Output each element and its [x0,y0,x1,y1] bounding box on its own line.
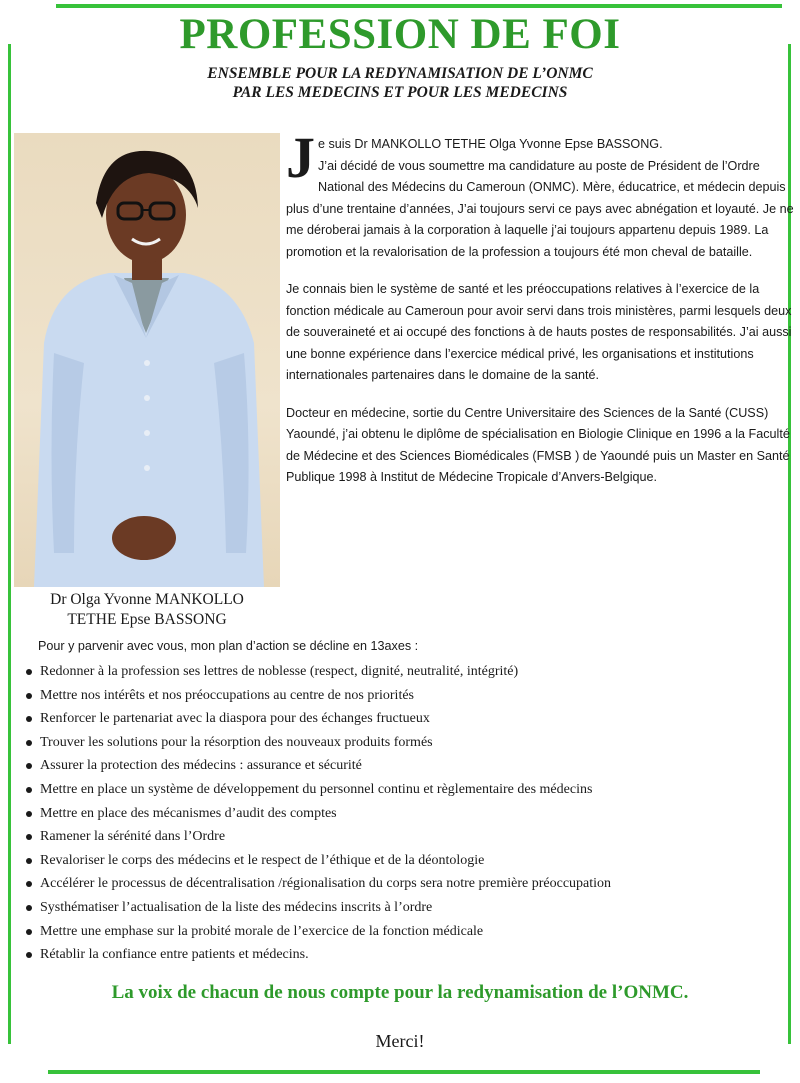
bullet-icon [26,905,32,911]
caption-name-line-2: TETHE Epse BASSONG [67,611,227,628]
bullet-icon [26,929,32,935]
drop-cap: J [286,125,315,190]
candidate-photo [14,133,280,587]
bio-paragraph-1 [286,125,794,263]
bio-paragraph-2: Je connais bien le système de santé et les préoccupations relatives à l’exercice de la fonction médicale au Cameroun pour avoir servi dans trois ministères, parmi lesquels deux de souveraineté et ai occupé des fonctions à de hauts postes de responsabilités. J’ai aussi une bonne expérience dans l’exercice médical privé, les organisations et institutions internationales partenaires dans le domaine de la santé. [286,282,792,382]
list-item [24,660,784,684]
bio-paragraph-3: Docteur en médecine, sortie du Centre Universitaire des Sciences de la Santé (CUSS) Yaoundé, j’ai obtenu le diplôme de spécialisation en Biologie Clinique en 1996 a la Faculté de Médecine et des Sciences Biomédicales (FMSB ) de Yaoundé puis un Master en Santé Publique 1998 à Institut de Médecine Tropicale d’Anvers-Belgique. [286,405,790,484]
axis-text: Mettre une emphase sur la probité morale de l’exercice de la fonction médicale [40,923,484,939]
list-item [24,920,784,944]
bullet-icon [26,693,32,699]
axis-text: Revaloriser le corps des médecins et le respect de l’éthique et de la déontologie [40,852,485,868]
list-item [24,802,784,826]
axis-text: Ramener la sérénité dans l’Ordre [40,829,226,845]
action-plan-intro: Pour y parvenir avec vous, mon plan d’action se décline en 13axes : [38,639,419,653]
list-item [24,896,784,920]
list-item [24,872,784,896]
left-border-line [8,44,11,1044]
photo-caption [14,590,280,630]
list-item [24,849,784,873]
caption-name-line-1: Dr Olga Yvonne MANKOLLO [50,591,244,608]
subtitle-line-2: PAR LES MEDECINS ET POUR LES MEDECINS [232,84,568,101]
bullet-icon [26,811,32,817]
bullet-icon [26,669,32,675]
bullet-icon [26,763,32,769]
page-subtitle [0,64,800,102]
axis-text: Assurer la protection des médecins : assurance et sécurité [40,758,362,774]
candidate-portrait-illustration [14,133,280,587]
bullet-icon [26,834,32,840]
bullet-icon [26,716,32,722]
axis-text: Redonner à la profession ses lettres de noblesse (respect, dignité, neutralité, intégrité) [40,664,519,679]
list-item [24,754,784,778]
closing-thanks: Merci! [375,1031,425,1051]
list-item [24,825,784,849]
bullet-icon [26,881,32,887]
axis-text: Mettre en place un système de développement du personnel continu et règlementaire des médecins [40,781,593,797]
bullet-icon [26,787,32,793]
campaign-motto: La voix de chacun de nous compte pour la redynamisation de l’ONMC. [111,982,689,1003]
bullet-icon [26,952,32,958]
bio-paragraph-1-body: J’ai décidé de vous soumettre ma candidature au poste de Président de l’Ordre National des Médecins du Cameroun (ONMC). Mère, éducatrice, et médecin depuis plus d’une trentaine d’années, J’ai toujours servi ce pays avec abnégation et loyauté. Je ne me déroberai jamais à la corporation à laquelle j’ai toujours appartenu depuis 1989. La promotion et la revalorisation de la profession a toujours été mon cheval de bataille. [286,158,794,259]
axis-text: Trouver les solutions pour la résorption des nouveaux produits formés [40,734,433,750]
axis-text: Systhématiser l’actualisation de la liste des médecins inscrits à l’ordre [40,899,433,915]
axis-text: Rétablir la confiance entre patients et médecins. [40,947,309,963]
bottom-border-line [48,1070,760,1074]
list-item [24,943,784,967]
action-plan-list [24,660,784,967]
axis-text: Accélérer le processus de décentralisation /régionalisation du corps sera notre première préoccupation [40,876,612,892]
list-item [24,684,784,708]
axis-text: Renforcer le partenariat avec la diaspora pour des échanges fructueux [40,711,430,727]
axis-text: Mettre nos intérêts et nos préoccupations au centre de nos priorités [40,687,414,703]
bio-intro-line: e suis Dr MANKOLLO TETHE Olga Yvonne Epse BASSONG. [318,137,663,151]
bullet-icon [26,740,32,746]
list-item [24,707,784,731]
bullet-icon [26,858,32,864]
top-border-line [56,4,782,8]
page-title: PROFESSION DE FOI [179,11,621,58]
axis-text: Mettre en place des mécanismes d’audit des comptes [40,805,337,821]
list-item [24,778,784,802]
candidate-biography [286,125,794,489]
list-item [24,731,784,755]
subtitle-line-1: ENSEMBLE POUR LA REDYNAMISATION DE L’ONMC [207,65,593,82]
